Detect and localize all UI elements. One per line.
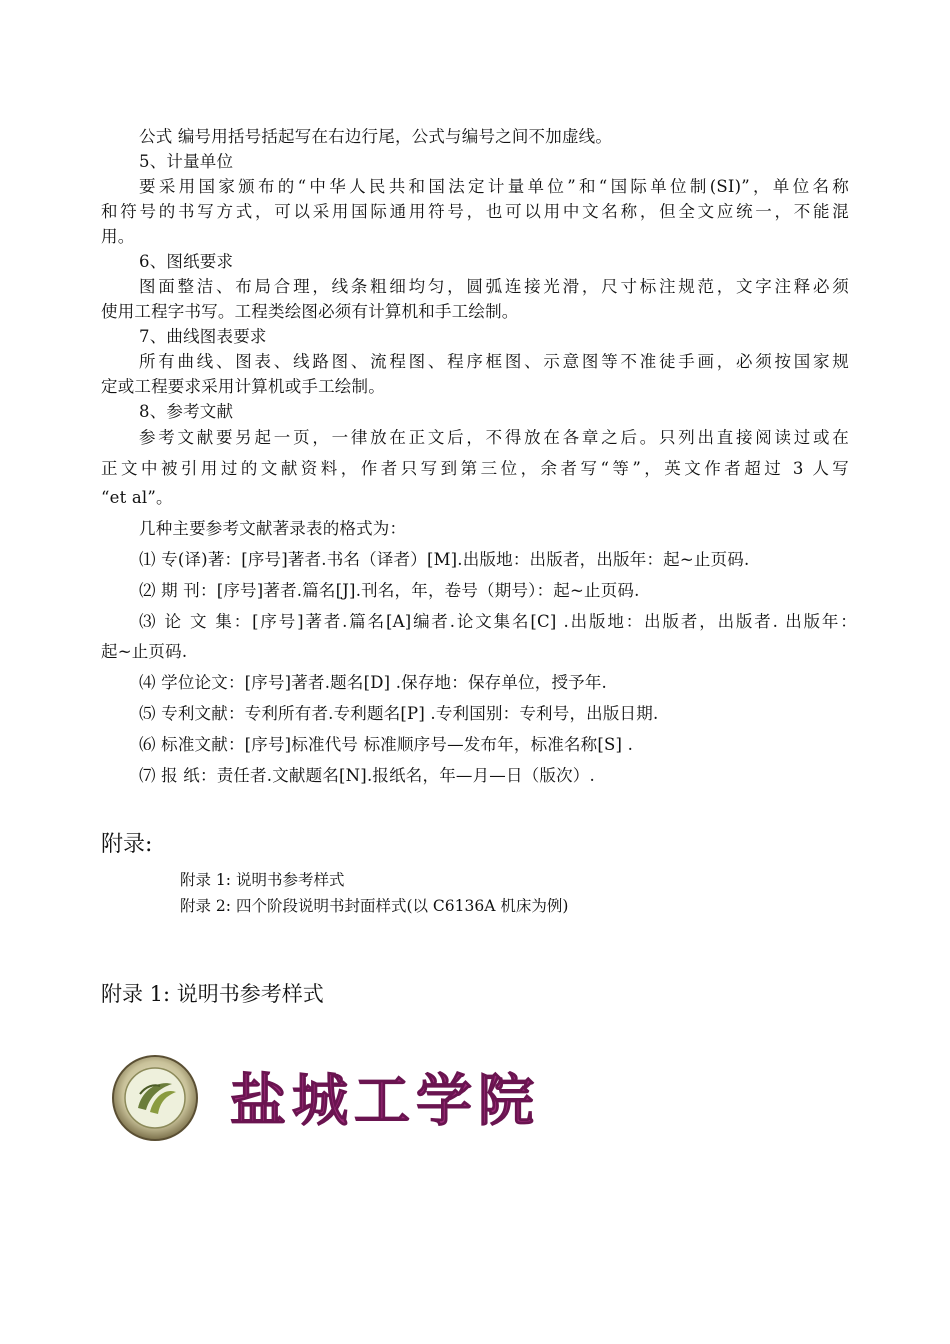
reference-format-item: ⑺ 报 纸：责任者.文献题名[N].报纸名，年—月—日（版次）. [139, 766, 595, 785]
reference-format-item: ⑸ 专利文献：专利所有者.专利题名[P] .专利国别：专利号，出版日期. [139, 704, 659, 723]
reference-format-item: ⑷ 学位论文：[序号]著者.题名[D] .保存地：保存单位，授予年. [139, 673, 608, 692]
section-heading: 7、曲线图表要求 [139, 327, 267, 346]
reference-format-item: ⑴ 专(译)著：[序号]著者.书名（译者）[M].出版地：出版者，出版年：起~止页码. [139, 550, 750, 569]
reference-format-item: ⑹ 标准文献：[序号]标准代号 标准顺序号—发布年，标准名称[S] . [139, 735, 634, 754]
appendix-title: 附录: [101, 832, 153, 857]
section-heading: 6、图纸要求 [139, 252, 234, 271]
reference-format-item: ⑵ 期 刊：[序号]著者.篇名[J].刊名，年，卷号（期号）：起~止页码. [139, 581, 640, 600]
emblem-icon [113, 1056, 197, 1140]
body-line: 定或工程要求采用计算机或手工绘制。 [101, 377, 385, 396]
college-logo [110, 1050, 550, 1150]
body-line: 图面整洁、布局合理，线条粗细均匀，圆弧连接光滑，尺寸标注规范，文字注释必须 [139, 277, 849, 296]
appendix-section-title: 附录 1: 说明书参考样式 [101, 982, 324, 1006]
body-line: 几种主要参考文献著录表的格式为： [139, 519, 407, 538]
logo-graphic [110, 1050, 550, 1150]
reference-format-item: ⑶ 论 文 集：[序号]著者.篇名[A]编者.论文集名[C] .出版地：出版者，出版者. 出版年： [139, 612, 857, 631]
body-line: 要采用国家颁布的“中华人民共和国法定计量单位”和“国际单位制(SI)”，单位名称 [139, 177, 849, 196]
body-line: 参考文献要另起一页，一律放在正文后，不得放在各章之后。只列出直接阅读过或在 [139, 428, 849, 447]
logo-wordmark: 盐城工学院 [230, 1069, 540, 1134]
appendix-item: 附录 1: 说明书参考样式 [180, 871, 345, 889]
reference-format-item: 起~止页码. [101, 642, 188, 661]
section-heading: 8、参考文献 [139, 402, 234, 421]
body-line: 和符号的书写方式，可以采用国际通用符号，也可以用中文名称，但全文应统一，不能混 [101, 202, 849, 221]
body-line: 用。 [101, 227, 135, 246]
appendix-item: 附录 2: 四个阶段说明书封面样式(以 C6136A 机床为例) [180, 897, 569, 915]
body-line: 正文中被引用过的文献资料，作者只写到第三位，余者写“等”，英文作者超过 3 人写 [101, 459, 849, 478]
body-line: 使用工程字书写。工程类绘图必须有计算机和手工绘制。 [101, 302, 519, 321]
body-line: 所有曲线、图表、线路图、流程图、程序框图、示意图等不准徒手画，必须按国家规 [139, 352, 849, 371]
body-line: “et al”。 [101, 488, 173, 507]
section-heading: 5、计量单位 [139, 152, 234, 171]
body-line: 公式 编号用括号括起写在右边行尾，公式与编号之间不加虚线。 [139, 127, 613, 146]
